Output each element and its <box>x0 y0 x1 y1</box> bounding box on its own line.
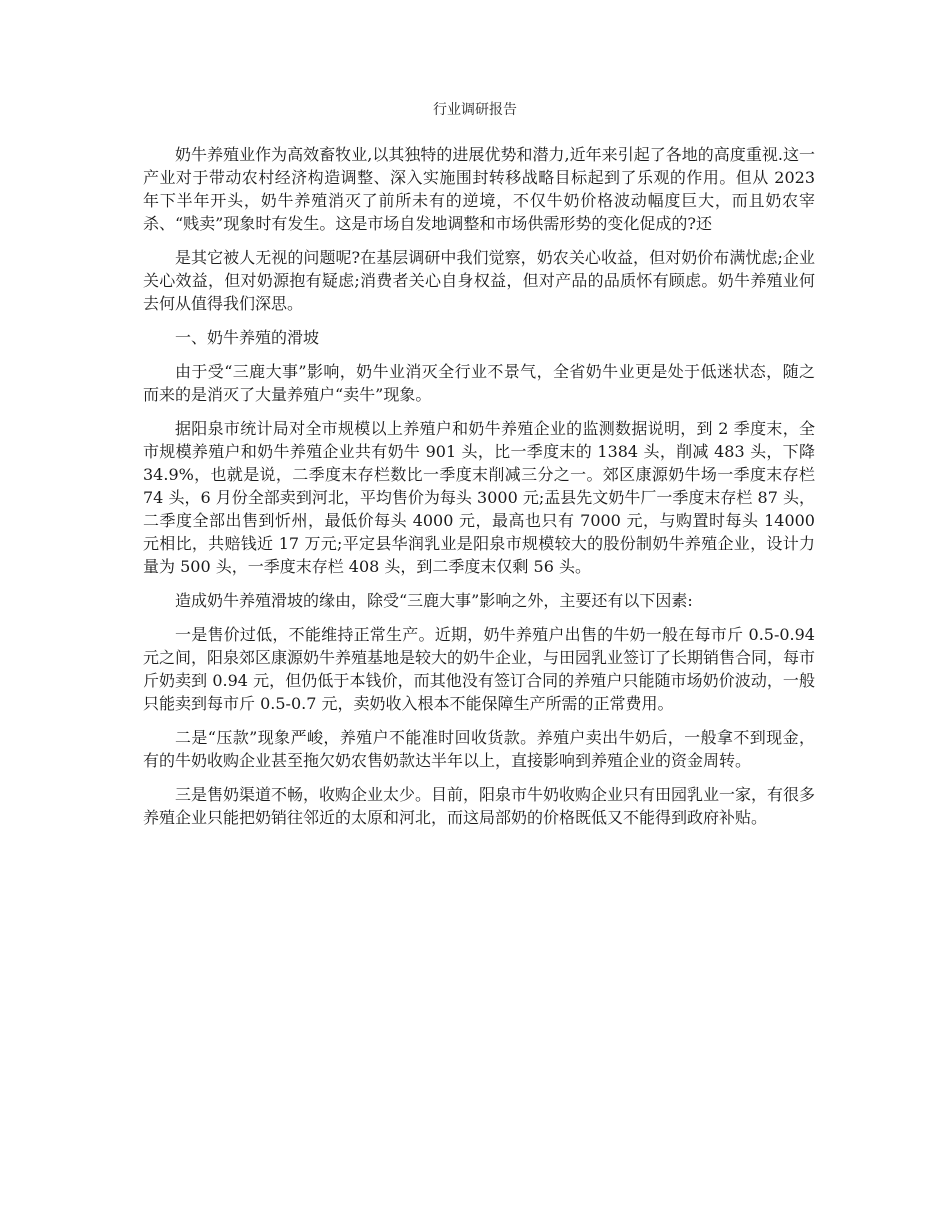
paragraph: 是其它被人无视的问题呢?在基层调研中我们觉察，奶农关心收益，但对奶价布满忧虑;企业关心效益，但对奶源抱有疑虑;消费者关心自身权益，但对产品的品质怀有顾虑。奶牛养殖业何去何从值得我们深思。 <box>143 248 815 313</box>
document-body <box>143 143 815 840</box>
paragraph: 奶牛养殖业作为高效畜牧业,以其独特的进展优势和潜力,近年来引起了各地的高度重视.这一产业对于带动农村经济构造调整、深入实施围封转移战略目标起到了乐观的作用。但从 2023 年下半年开头，奶牛养殖消灭了前所未有的逆境，不仅牛奶价格波动幅度巨大，而且奶农宰杀、“贱卖”现象时有发生。这是市场自发地调整和市场供需形势的变化促成的?还 <box>143 145 815 233</box>
paragraph: 一是售价过低，不能维持正常生产。近期，奶牛养殖户出售的牛奶一般在每市斤 0.5-0.94 元之间，阳泉郊区康源奶牛养殖基地是较大的奶牛企业，与田园乳业签订了长期销售合同，每市斤奶卖到 0.94 元，但仍低于本钱价，而其他没有签订合同的养殖户只能随市场奶价波动，一般只能卖到每市斤 0.5-0.7 元，卖奶收入根本不能保障生产所需的正常费用。 <box>143 625 816 713</box>
paragraph: 据阳泉市统计局对全市规模以上养殖户和奶牛养殖企业的监测数据说明，到 2 季度末，全市规模养殖户和奶牛养殖企业共有奶牛 901 头，比一季度末的 1384 头，削减 483 头，下降 34.9%，也就是说，二季度末存栏数比一季度末削减三分之一。郊区康源奶牛场一季度末存栏 74 头，6 月份全部卖到河北，平均售价为每头 3000 元;盂县先文奶牛厂一季度末存栏 87 头，二季度全部出售到忻州，最低价每头 4000 元，最高也只有 7000 元，与购置时每头 14000 元相比，共赔钱近 17 万元;平定县华润乳业是阳泉市规模较大的股份制奶牛养殖企业，设计力量为 500 头，一季度末存栏 408 头，到二季度末仅剩 56 头。 <box>143 419 815 576</box>
paragraph: 造成奶牛养殖滑坡的缘由，除受“三鹿大事”影响之外，主要还有以下因素: <box>175 591 693 610</box>
paragraph: 二是“压款”现象严峻，养殖户不能准时回收货款。养殖户卖出牛奶后，一般拿不到现金，有的牛奶收购企业甚至拖欠奶农售奶款达半年以上，直接影响到养殖企业的资金周转。 <box>143 728 815 770</box>
section-heading: 一、奶牛养殖的滑坡 <box>175 328 320 347</box>
paragraph: 由于受“三鹿大事”影响，奶牛业消灭全行业不景气，全省奶牛业更是处于低迷状态，随之而来的是消灭了大量养殖户“卖牛”现象。 <box>143 362 815 404</box>
page-header: 行业调研报告 <box>433 102 517 118</box>
paragraph: 三是售奶渠道不畅，收购企业太少。目前，阳泉市牛奶收购企业只有田园乳业一家，有很多养殖企业只能把奶销往邻近的太原和河北，而这局部奶的价格既低又不能得到政府补贴。 <box>143 785 816 827</box>
